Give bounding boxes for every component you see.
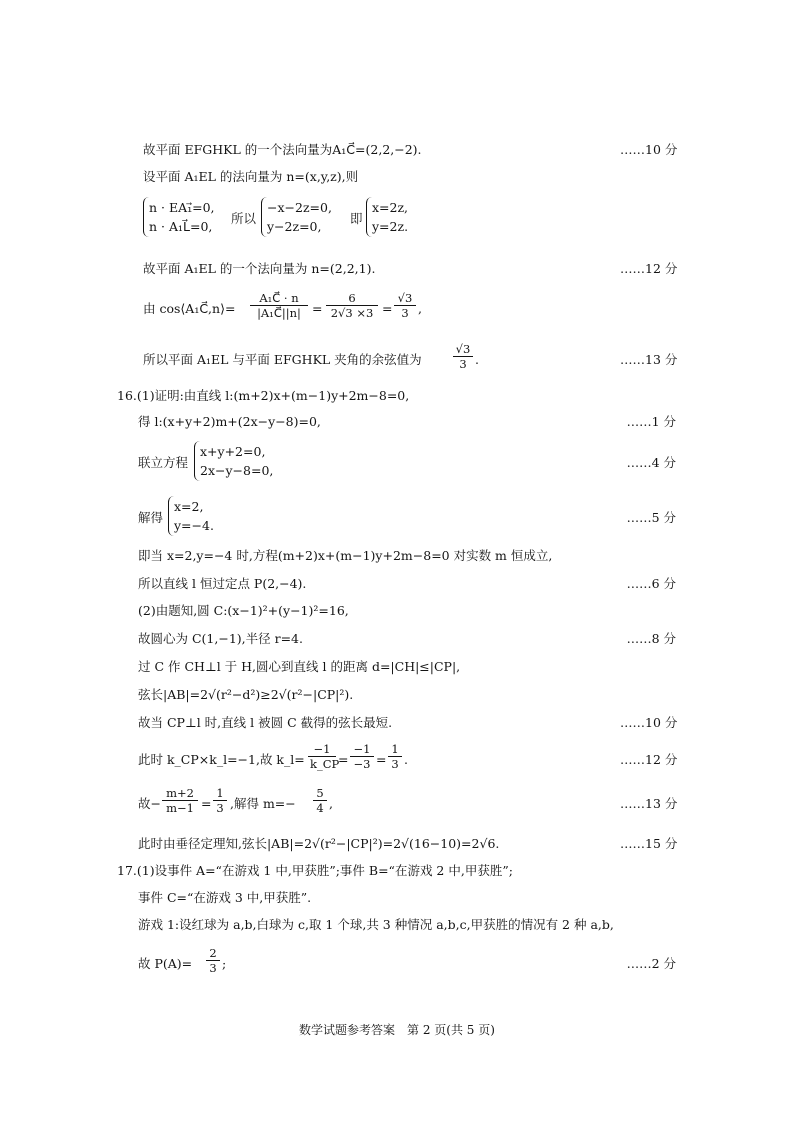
score-mark: ……4 分 xyxy=(626,455,676,470)
final-chord-text: 此时由垂径定理知,弦长|AB|=2√(r²−|CP|²)=2√(16−10)=2√6. xyxy=(138,836,500,851)
fraction-numerator: −1 xyxy=(308,742,336,757)
score-mark: ……12 分 xyxy=(620,752,678,767)
fraction xyxy=(326,291,378,320)
fraction-numerator: A₁C⃗ · n xyxy=(250,291,308,306)
fraction-denominator: 3 xyxy=(216,801,224,815)
fraction-denominator: 3 xyxy=(401,306,409,320)
punctuation: ; xyxy=(222,956,227,971)
line-rearranged-text: 得 l:(x+y+2)m+(2x−y−8)=0, xyxy=(138,414,321,429)
equation-row: y=−4. xyxy=(174,518,214,533)
equals-sign: = xyxy=(376,752,387,767)
event-c-text: 事件 C=“在游戏 3 中,甲获胜”. xyxy=(138,890,312,905)
shortest-chord-text: 故当 CP⊥l 时,直线 l 被圆 C 截得的弦长最短. xyxy=(138,715,393,730)
punctuation: . xyxy=(475,352,479,367)
solve-m-text: ,解得 m=− xyxy=(230,796,296,811)
fraction-denominator: 3 xyxy=(391,757,399,771)
fraction xyxy=(313,786,327,815)
punctuation: , xyxy=(418,301,422,316)
punctuation: . xyxy=(404,752,408,767)
equation-row: n · EA₁⃗=0, xyxy=(149,200,215,215)
fraction-denominator: 3 xyxy=(459,357,467,371)
fraction-denominator: |A₁C⃗||n| xyxy=(257,306,301,320)
fraction-numerator: 5 xyxy=(313,786,327,801)
equals-sign: = xyxy=(382,301,393,316)
equals-sign: = xyxy=(201,796,212,811)
fraction xyxy=(308,742,340,771)
circle-center-text: 故圆心为 C(1,−1),半径 r=4. xyxy=(138,631,303,646)
game-1-text: 游戏 1:设红球为 a,b,白球为 c,取 1 个球,共 3 种情况 a,b,c,甲获胜的情况有 2 种 a,b, xyxy=(138,917,614,932)
equals-sign: = xyxy=(338,752,349,767)
score-mark: ……13 分 xyxy=(620,352,678,367)
punctuation: , xyxy=(329,796,333,811)
slope-lead-text: 此时 k_CP×k_l=−1,故 k_l= xyxy=(138,752,305,767)
score-mark: ……1 分 xyxy=(626,414,676,429)
fraction-denominator: 3 xyxy=(209,961,217,975)
fraction-denominator: −3 xyxy=(353,757,371,771)
question-17-heading: 17.(1)设事件 A=“在游戏 1 中,甲获胜”;事件 B=“在游戏 2 中,甲获胜”; xyxy=(117,863,513,878)
score-mark: ……10 分 xyxy=(620,715,678,730)
score-mark: ……2 分 xyxy=(626,956,676,971)
score-mark: ……12 分 xyxy=(620,261,678,276)
fraction xyxy=(162,786,198,815)
fraction xyxy=(453,342,473,371)
solve-m-lead: 故− xyxy=(138,796,161,811)
equation-row: n · A₁L⃗=0, xyxy=(149,219,213,234)
fraction xyxy=(206,946,220,975)
fraction-numerator: 1 xyxy=(213,786,227,801)
page-footer: 数学试题参考答案 第 2 页(共 5 页) xyxy=(299,1023,495,1037)
score-mark: ……5 分 xyxy=(626,510,676,525)
fraction-numerator: −1 xyxy=(350,742,374,757)
fraction-denominator: 4 xyxy=(316,801,324,815)
fixed-point-text: 所以直线 l 恒过定点 P(2,−4). xyxy=(138,576,307,591)
equation-system xyxy=(168,496,239,536)
connector-text: 所以 xyxy=(231,211,257,226)
fraction-numerator: m+2 xyxy=(162,786,198,801)
cosine-conclusion-text: 所以平面 A₁EL 与平面 EFGHKL 夹角的余弦值为 xyxy=(143,352,422,367)
equation-system xyxy=(194,441,295,481)
equation-row: y=2z. xyxy=(372,219,409,234)
fraction-numerator: 1 xyxy=(388,742,402,757)
question-16-heading: 16.(1)证明:由直线 l:(m+2)x+(m−1)y+2m−8=0, xyxy=(117,388,410,403)
fraction-denominator: m−1 xyxy=(166,801,194,815)
equation-row: 2x−y−8=0, xyxy=(200,463,274,478)
equation-system-1 xyxy=(143,197,224,237)
set-normal-vector-text: 设平面 A₁EL 的法向量为 n=(x,y,z),则 xyxy=(143,169,359,184)
fraction-denominator: 2√3 ×3 xyxy=(330,306,374,320)
normal-vector-a1el-text: 故平面 A₁EL 的一个法向量为 n=(2,2,1). xyxy=(143,261,376,276)
constant-holds-text: 即当 x=2,y=−4 时,方程(m+2)x+(m−1)y+2m−8=0 对实数 m 恒成立, xyxy=(138,548,553,563)
score-mark: ……8 分 xyxy=(626,631,676,646)
probability-a-lead: 故 P(A)= xyxy=(138,956,193,971)
equation-row: x+y+2=0, xyxy=(200,444,266,459)
fraction-numerator: 6 xyxy=(326,291,378,306)
equation-row: x=2, xyxy=(174,499,204,514)
fraction xyxy=(213,786,227,815)
circle-equation-text: (2)由题知,圆 C:(x−1)²+(y−1)²=16, xyxy=(138,603,349,618)
fraction xyxy=(388,742,402,771)
chord-length-text: 弦长|AB|=2√(r²−d²)≥2√(r²−|CP|²). xyxy=(138,687,354,702)
score-mark: ……6 分 xyxy=(626,576,676,591)
distance-text: 过 C 作 CH⊥l 于 H,圆心到直线 l 的距离 d=|CH|≤|CP|, xyxy=(138,659,461,674)
equation-system-3 xyxy=(366,197,431,237)
fraction-denominator: k_CP xyxy=(310,757,340,771)
equation-row: −x−2z=0, xyxy=(267,200,332,215)
normal-vector-efghkl-text: 故平面 EFGHKL 的一个法向量为A₁C⃗=(2,2,−2). xyxy=(143,142,422,157)
system-lead-text: 联立方程 xyxy=(138,455,189,470)
score-mark: ……10 分 xyxy=(620,142,678,157)
score-mark: ……15 分 xyxy=(620,836,678,851)
score-mark: ……13 分 xyxy=(620,796,678,811)
connector-text: 即 xyxy=(350,211,363,226)
fraction xyxy=(350,742,374,771)
fraction xyxy=(394,291,416,320)
equation-row: y−2z=0, xyxy=(267,219,322,234)
fraction-numerator: √3 xyxy=(394,291,416,306)
equation-system-2 xyxy=(261,197,346,237)
equals-sign: = xyxy=(312,301,323,316)
fraction-numerator: 2 xyxy=(206,946,220,961)
solution-lead-text: 解得 xyxy=(138,510,164,525)
equation-row: x=2z, xyxy=(372,200,409,215)
cos-formula-lead: 由 cos⟨A₁C⃗,n⟩= xyxy=(143,301,236,316)
fraction-numerator: √3 xyxy=(453,342,473,357)
fraction xyxy=(250,291,308,320)
